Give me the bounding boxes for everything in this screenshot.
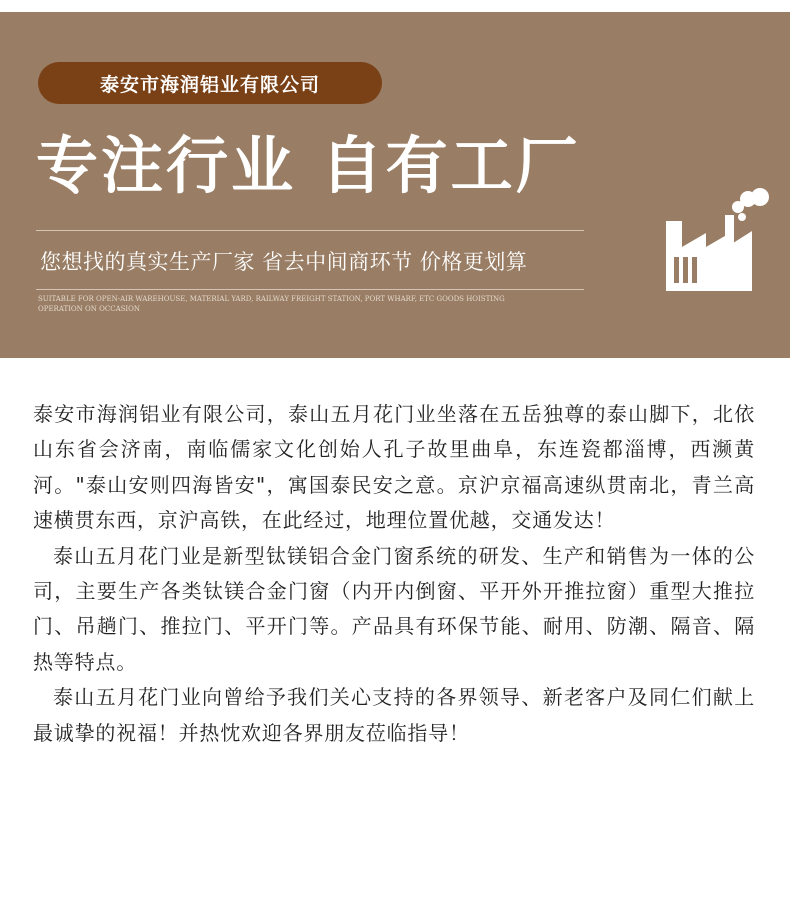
factory-icon xyxy=(660,187,772,295)
company-name-badge: 泰安市海润铝业有限公司 xyxy=(38,62,382,104)
subheadline: 您想找的真实生产厂家 省去中间商环节 价格更划算 xyxy=(40,250,528,274)
paragraph: 泰山五月花门业向曾给予我们关心支持的各界领导、新老客户及同仁们献上最诚挚的祝福！并热忱欢迎各界朋友莅临指导！ xyxy=(33,685,755,745)
fine-print: SUITABLE FOR OPEN-AIR WAREHOUSE, MATERIAL YARD, RAILWAY FREIGHT STATION, PORT WHARF, ETC GOODS HOISTING OPERATION ON OCCASION xyxy=(38,295,505,313)
divider xyxy=(36,230,584,231)
paragraph: 泰山五月花门业是新型钛镁铝合金门窗系统的研发、生产和销售为一体的公司，主要生产各类钛镁合金门窗（内开内倒窗、平开外开推拉窗）重型大推拉门、吊趟门、推拉门、平开门等。产品具有环保节能、耐用、防潮、隔音、隔热等特点。 xyxy=(33,543,755,674)
divider xyxy=(36,289,584,290)
headline: 专注行业 自有工厂 xyxy=(36,129,581,202)
company-description xyxy=(33,397,755,751)
hero-banner xyxy=(0,12,790,358)
paragraph: 泰安市海润铝业有限公司，泰山五月花门业坐落在五岳独尊的泰山脚下，北依山东省会济南，南临儒家文化创始人孔子故里曲阜，东连瓷都淄博，西濒黄河。"泰山安则四海皆安"，寓国泰民安之意。京沪京福高速纵贯南北，青兰高速横贯东西，京沪高铁，在此经过，地理位置优越，交通发达！ xyxy=(33,402,755,533)
